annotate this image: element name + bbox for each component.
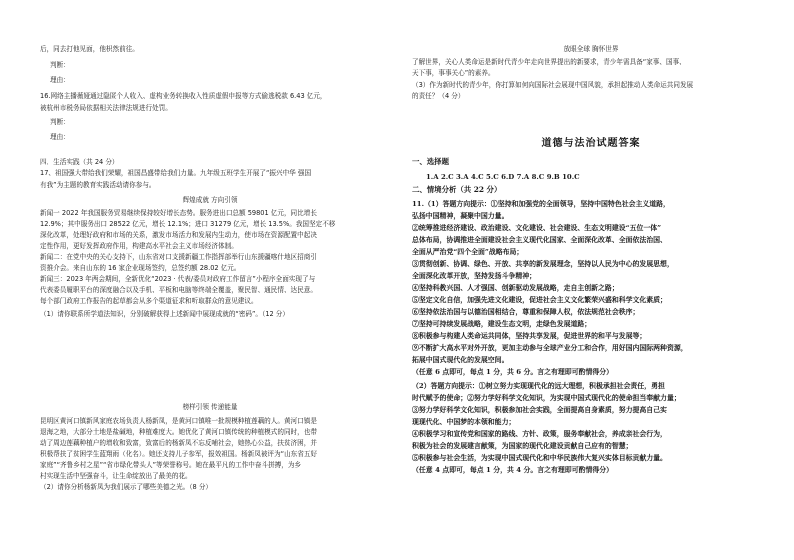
answer-line: ②统筹推进经济建设、政治建设、文化建设、社会建设、生态文明建设“五位一体” (412, 224, 662, 232)
answer-line: 全面深化改革开放，坚持发扬斗争精神； (412, 272, 537, 280)
answer-line: ⑨不断扩大高水平对外开放，更加主动参与全球产业分工和合作，用好国内国际两种资源， (412, 344, 688, 352)
answer-line: ⑤坚定文化自信，加强先进文化建设，促进社会主义文化繁荣兴盛和科学文化素质； (412, 296, 667, 304)
section-analysis-heading: 二、情境分析（共 22 分） (412, 185, 502, 194)
story-line: 家庭”“齐鲁乡村之星”“省市绿化带头人”等荣誉称号。她在最平凡的工作中奋斗拼搏，为乡 (40, 461, 302, 469)
question-17-3-line2: 的责任？（4 分） (412, 92, 465, 100)
judge-label: 判断： (50, 118, 70, 126)
question-16-line1: 16.网络主播薇娅通过隐匿个人收入、虚构业务转换收入性质虚假申报等方式偷逃税款 6.43 亿元， (40, 92, 327, 100)
reason-label: 理由： (50, 76, 70, 84)
answer-line: ③努力学好科学文化知识，积极参加社会实践，全面提高自身素质，努力提高自己实 (412, 406, 667, 414)
answer-line: 弘扬中国精神，凝聚中国力量。 (412, 212, 509, 220)
reason-label: 理由： (50, 133, 70, 141)
answer-line: ⑦坚持可持续发展战略，建设生态文明，走绿色发展道路； (412, 320, 592, 328)
subtitle-role-models: 榜样引领 传递能量 (182, 403, 238, 411)
question-17-3-line1: （3）作为新时代的青少年，你打算如何向国际社会展现中国风貌，承担起推动人类命运共同发展 (412, 81, 694, 89)
answer-line: 现现代化、中国梦的本领和能力； (412, 418, 516, 426)
subtitle-achievements: 辉煌成就 方向引领 (182, 196, 238, 204)
answer-line: 积极为社会的发展建言献策，为国家的现代化建设贡献自己应有的智慧； (412, 442, 633, 450)
answer-key-title: 道德与法治试题答案 (541, 138, 641, 149)
answer-line: ⑧积极参与构建人类命运共同体，坚持共享发展，促进世界的和平与发展等； (412, 332, 647, 340)
judge-label: 判断： (50, 61, 70, 69)
news-line: 定性作用，更好发挥政府作用，构建高水平社会主义市场经济体制。 (40, 242, 238, 250)
text-line: 天下事，事事关心”的素养。 (412, 69, 495, 77)
news-line: 12.9%；其中服务出口 28522 亿元，增长 12.1%；进口 31279 亿元，增长 13.5%。我国坚定不移 (40, 220, 336, 228)
news-line: 新闻一 2022 年我国服务贸易继续保持较好增长态势。服务进出口总额 59801 亿元，同比增长 (40, 209, 317, 217)
answer-line: ⑤积极参与社会生活，为实现中国式现代化和中华民族伟大复兴实体目标贡献力量。 (412, 454, 667, 462)
scoring-note: （任意 6 点即可，每点 1 分，共 6 分。言之有理即可酌情得分） (412, 368, 614, 376)
news-line: 新闻三：2023 年两会期间，全新优化“2023 · 代表/委员对政府工作留言”小程序全面实现了与 (40, 275, 316, 283)
question-17-1: （1）请你联系所学道法知识，分别破解获得上述新闻中展现成就的“密码”。（12 分） (40, 310, 289, 318)
news-line: 代表委员履职平台的深度融合以及手机、平板和电脑等终端全覆盖，聚民智、通民情、达民意。 (40, 286, 317, 294)
answer-line: ③贯彻创新、协调、绿色、开放、共享的新发展理念，坚持以人民为中心的发展思想， (412, 260, 674, 268)
answer-line: （2）答题方向提示：①树立努力实现现代化的远大理想，积极承担社会责任，勇担 (412, 382, 665, 390)
section-choice-heading: 一、选择题 (412, 157, 449, 166)
question-17-2: （2）请你分析杨新凤为我们展示了哪些美德之光。（8 分） (40, 483, 213, 491)
question-16-line2: 被杭州市税务局依据相关法律法规进行处罚。 (40, 104, 172, 112)
right-column (412, 0, 770, 560)
left-column (40, 0, 380, 560)
question-17-line1: 17、祖国强大带给我们荣耀，祖国昌盛带给我们力量。九年级五班学生开展了“振兴中华 强国 (40, 169, 312, 177)
section-four-heading: 四．生活实践（共 24 分） (40, 158, 119, 166)
story-line: 动了周边莲藕种植户的增收和致富，致富后的杨新凤不忘反哺社会，她热心公益，扶贫济困，并 (40, 439, 317, 447)
subtitle-global: 放眼全球 胸怀世界 (563, 45, 619, 53)
news-line: 新闻二：在党中央的关心支持下，山东省对口支援新疆工作指挥部举行山东援疆喀什地区招商引 (40, 253, 317, 261)
news-line: 深化改革，处理好政府和市场的关系，激发市场活力和发展内生动力，使市场在资源配置中起决 (40, 231, 317, 239)
answer-line: ④坚持科教兴国、人才强国、创新驱动发展战略，走自主创新之路； (412, 284, 619, 292)
answer-line: ④积极学习和宣传党和国家的路线、方针、政策，服务奉献社会，养成亲社会行为， (412, 430, 667, 438)
news-line: 每个部门政府工作报告的起草都会从多个渠道征求和听取群众的意见建议。 (40, 297, 258, 305)
choice-answers: 1.A 2.C 3.A 4.C 5.C 6.D 7.A 8.C 9.B 10.C (426, 173, 580, 181)
question-17-line2: 有我”为主题的教育实践活动请你参与。 (40, 181, 156, 189)
answer-line: 全面从严治党“四个全面”战略布局； (412, 248, 524, 256)
answer-line: 11.（1）答题方向提示：①坚持和加强党的全面领导，坚持中国特色社会主义道路， (412, 200, 670, 208)
story-line: 昆明区黄河口镇新风家庭农场负责人杨新凤，是黄河口镇唯一批规模种植莲藕的人。黄河口镇是 (40, 417, 317, 425)
answer-line: 总体布局，协调推进全面建设社会主义现代化国家、全面深化改革、全面依法治国、 (412, 236, 667, 244)
story-line: 积极帮扶了贫困学生蓝翔雨（化名）。她还支持儿子参军，报效祖国。杨新凤被评为“山东省五好 (40, 450, 318, 458)
story-line: 村实现生活中坚强奋斗，让生命绽放出了最美的花。 (40, 472, 192, 480)
text-line: 了解世界，关心人类命运是新时代青少年走向世界提出的新要求，青少年需具备“家事、国事、 (412, 58, 686, 66)
answer-line: 时代赋予的使命；②努力学好科学文化知识，为实现中国式现代化的使命担当奉献力量； (412, 394, 681, 402)
scoring-note: （任意 4 点即可，每点 1 分，共 4 分。言之有理即可酌情得分） (412, 466, 614, 474)
news-line: 资推介会。来自山东的 16 家企业现场签约，总签约额 28.02 亿元。 (40, 264, 241, 272)
answer-line: ⑥坚持依法治国与以德治国相结合，尊重和保障人权，依法规范社会秩序； (412, 308, 640, 316)
text-line: 后，同去打他见面，他枳然前往。 (40, 45, 139, 53)
answer-line: 拓展中国式现代化的发展空间。 (412, 356, 509, 364)
story-line: 退海之地，大部分土地是盐碱地，种植难度大。她优化了黄河口镇传统的种植模式的同时，也带 (40, 428, 317, 436)
